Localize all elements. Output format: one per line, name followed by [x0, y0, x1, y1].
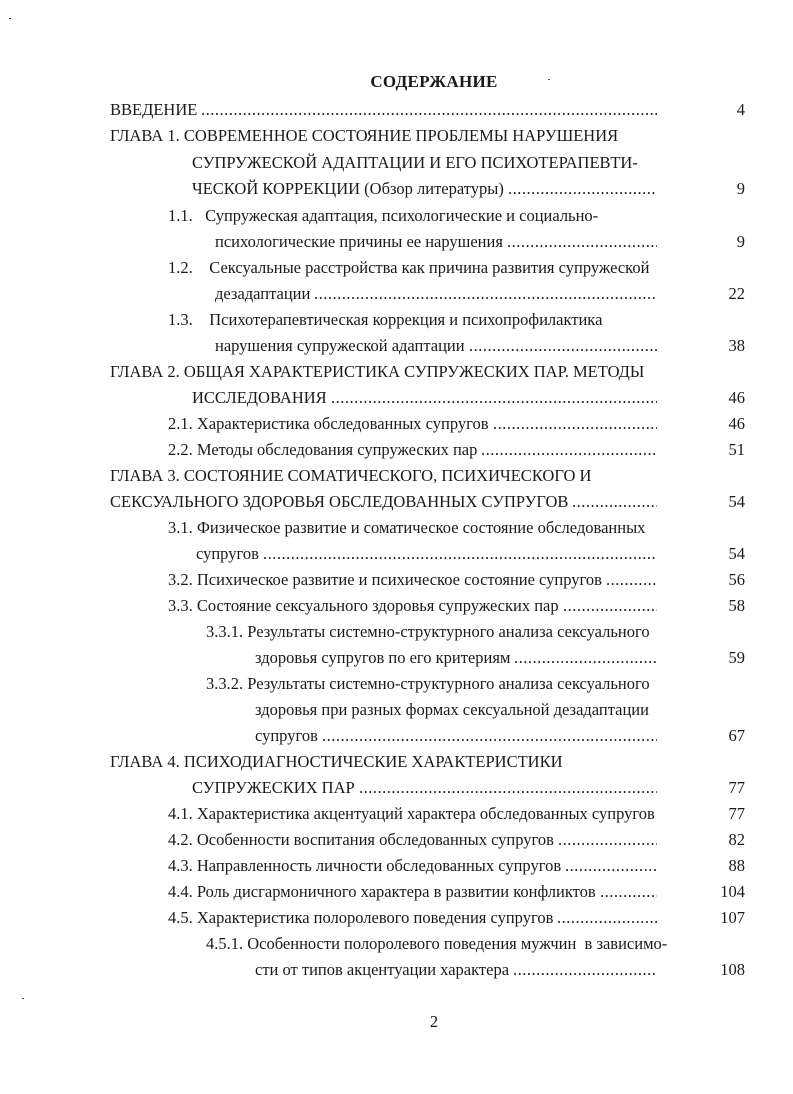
toc-entry-title: нарушения супружеской адаптации	[215, 336, 465, 355]
dot-leader	[507, 229, 657, 255]
dot-leader	[558, 827, 657, 853]
toc-entry-title: 1.1. Супружеская адаптация, психологические и социально-	[168, 206, 599, 225]
toc-entry-page: 46	[728, 388, 745, 407]
toc-entry-page: 77	[728, 778, 745, 797]
toc-entry-title: 3.3.1. Результаты системно-структурного анализа сексуального	[206, 622, 650, 641]
toc-entry-page: 4	[736, 100, 745, 119]
dot-leader	[514, 645, 657, 671]
toc-entry-title: ГЛАВА 1. СОВРЕМЕННОЕ СОСТОЯНИЕ ПРОБЛЕМЫ НАРУШЕНИЯ	[110, 126, 619, 145]
dot-leader	[572, 489, 657, 515]
toc-entry-title: 3.2. Психическое развитие и психическое состояние супругов	[168, 570, 602, 589]
toc-entry-title: психологические причины ее нарушения	[215, 232, 503, 251]
dot-leader	[493, 411, 657, 437]
toc-entry	[0, 905, 745, 931]
dot-leader	[563, 593, 657, 619]
toc-entry	[0, 775, 745, 801]
toc-entry	[0, 879, 745, 905]
toc-entry	[0, 203, 745, 229]
toc-entry	[0, 359, 745, 385]
toc-entry-title: 2.2. Методы обследования супружеских пар	[168, 440, 478, 459]
toc-entry-title: ГЛАВА 2. ОБЩАЯ ХАРАКТЕРИСТИКА СУПРУЖЕСКИХ ПАР. МЕТОДЫ	[110, 362, 645, 381]
toc-entry-title: 2.1. Характеристика обследованных супругов	[168, 414, 489, 433]
toc-entry-title: СУПРУЖЕСКОЙ АДАПТАЦИИ И ЕГО ПСИХОТЕРАПЕВТИ-	[192, 153, 638, 172]
toc-entry	[0, 957, 745, 983]
toc-entry	[0, 176, 745, 202]
toc-entry-title: 1.3. Психотерапевтическая коррекция и психопрофилактика	[168, 310, 603, 329]
toc-entry-title: СЕКСУАЛЬНОГО ЗДОРОВЬЯ ОБСЛЕДОВАННЫХ СУПРУГОВ	[110, 492, 569, 511]
toc-entry-title: ВВЕДЕНИЕ	[110, 100, 198, 119]
toc-entry-page: 54	[728, 544, 745, 563]
dot-leader	[606, 567, 657, 593]
toc-entry-page: 46	[728, 414, 745, 433]
toc-entry	[0, 307, 745, 333]
toc-entry-title: 4.5. Характеристика полоролевого поведения супругов	[168, 908, 554, 927]
toc-entry-page: 54	[728, 492, 745, 511]
toc-entry-title: супругов	[255, 726, 318, 745]
dot-leader	[508, 176, 657, 202]
toc-entry	[0, 150, 745, 176]
toc-entry	[0, 593, 745, 619]
toc-entry-title: ГЛАВА 4. ПСИХОДИАГНОСТИЧЕСКИЕ ХАРАКТЕРИСТИКИ	[110, 752, 563, 771]
toc-entry-title: 3.3.2. Результаты системно-структурного анализа сексуального	[206, 674, 650, 693]
toc-entry-title: сти от типов акцентуации характера	[255, 960, 510, 979]
toc-entry	[0, 671, 745, 697]
toc-entry	[0, 567, 745, 593]
toc-entry-page: 9	[736, 179, 745, 198]
toc-entry-page: 88	[728, 856, 745, 875]
toc-entry-page: 77	[728, 804, 745, 823]
toc-entry	[0, 255, 745, 281]
dot-leader	[513, 957, 657, 983]
toc-entry-title: супругов	[196, 544, 259, 563]
dot-leader	[481, 437, 657, 463]
toc-entry	[0, 489, 745, 515]
toc-entry-page: 22	[728, 284, 745, 303]
toc-entry-title: 4.1. Характеристика акцентуаций характера обследованных супругов	[168, 804, 655, 823]
toc-entry-page: 59	[728, 648, 745, 667]
toc-entry	[0, 97, 745, 123]
toc-entry-title: здоровья при разных формах сексуальной дезадаптации	[255, 700, 649, 719]
toc-entry-title: здоровья супругов по его критериям	[255, 648, 511, 667]
toc-entry	[0, 541, 745, 567]
toc-entry	[0, 619, 745, 645]
toc-entry	[0, 827, 745, 853]
page-title: СОДЕРЖАНИЕ	[370, 72, 498, 91]
dot-leader	[314, 281, 657, 307]
toc-entry-page: 82	[728, 830, 745, 849]
dot-leader	[263, 541, 657, 567]
dot-leader	[469, 333, 657, 359]
toc-entry-title: 4.4. Роль дисгармоничного характера в развитии конфликтов	[168, 882, 596, 901]
toc-entry	[0, 931, 745, 957]
toc-entry	[0, 437, 745, 463]
toc-entry	[0, 801, 745, 827]
toc-entry-page: 9	[736, 232, 745, 251]
toc-entry-page: 56	[728, 570, 745, 589]
toc-entry-title: 3.3. Состояние сексуального здоровья супружеских пар	[168, 596, 559, 615]
toc-entry-page: 58	[728, 596, 745, 615]
toc-entry-page: 108	[720, 960, 745, 979]
dot-leader	[322, 723, 657, 749]
toc-entry	[0, 385, 745, 411]
toc-entry-title: 4.5.1. Особенности полоролевого поведения мужчин в зависимо-	[206, 934, 668, 953]
dot-leader	[331, 385, 657, 411]
toc-entry	[0, 463, 745, 489]
toc-entry	[0, 515, 745, 541]
toc-entry	[0, 123, 745, 149]
toc-entry-title: ЧЕСКОЙ КОРРЕКЦИИ (Обзор литературы)	[192, 179, 504, 198]
toc-entry-title: СУПРУЖЕСКИХ ПАР	[192, 778, 355, 797]
page-number: 2	[429, 1012, 439, 1031]
scan-speck	[9, 18, 11, 19]
toc-entry	[0, 749, 745, 775]
toc-entry	[0, 853, 745, 879]
toc-entry-page: 67	[728, 726, 745, 745]
toc-entry-title: ИССЛЕДОВАНИЯ	[192, 388, 327, 407]
dot-leader	[201, 97, 657, 123]
toc-entry-title: 4.2. Особенности воспитания обследованных супругов	[168, 830, 554, 849]
dot-leader	[565, 853, 657, 879]
scan-speck	[548, 79, 550, 80]
dot-leader	[600, 879, 657, 905]
toc-entry-title: 3.1. Физическое развитие и соматическое состояние обследованных	[168, 518, 646, 537]
toc-entry	[0, 229, 745, 255]
toc-entry-title: 1.2. Сексуальные расстройства как причина развития супружеской	[168, 258, 650, 277]
toc-entry-page: 51	[728, 440, 745, 459]
dot-leader	[557, 905, 657, 931]
toc-entry-title: ГЛАВА 3. СОСТОЯНИЕ СОМАТИЧЕСКОГО, ПСИХИЧЕСКОГО И	[110, 466, 592, 485]
toc-entry-page: 38	[728, 336, 745, 355]
scan-speck	[22, 998, 24, 999]
toc-entry-page: 104	[720, 882, 745, 901]
toc-entry	[0, 723, 745, 749]
toc-entry	[0, 333, 745, 359]
dot-leader	[359, 775, 657, 801]
toc-entry	[0, 281, 745, 307]
toc-entry-page: 107	[720, 908, 745, 927]
toc-entry	[0, 645, 745, 671]
toc-entry-title: дезадаптации	[215, 284, 311, 303]
toc-entry	[0, 411, 745, 437]
toc-entry	[0, 697, 745, 723]
toc-entry-title: 4.3. Направленность личности обследованных супругов	[168, 856, 562, 875]
